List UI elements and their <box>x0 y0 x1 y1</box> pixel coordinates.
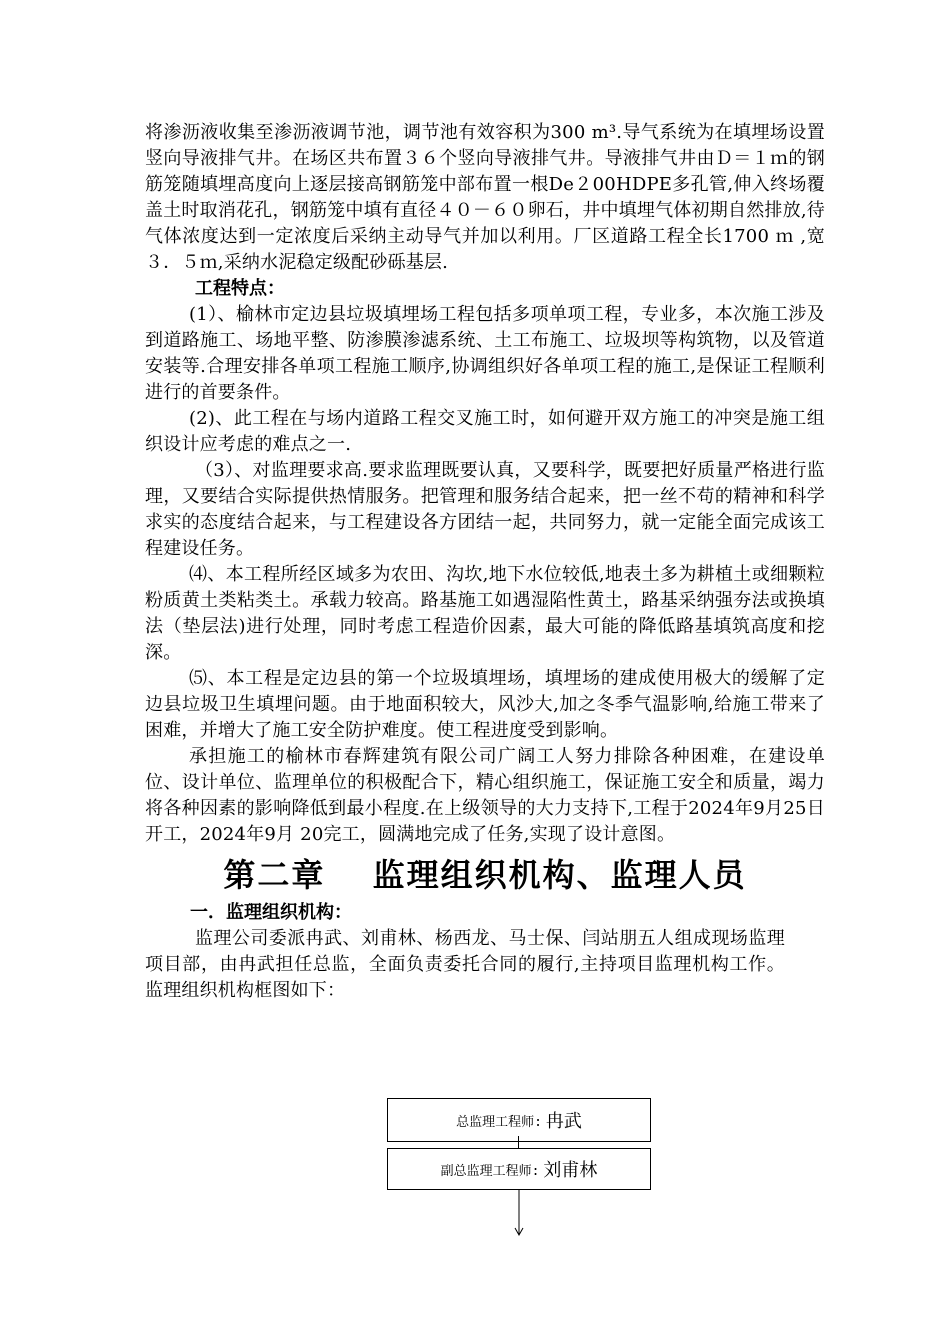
document-body <box>145 120 825 1004</box>
paragraph-leachate: 将渗沥液收集至渗沥液调节池，调节池有效容积为300 m³.导气系统为在填埋场设置竖向导液排气井。在场区共布置３６个竖向导液排气井。导液排气井由Ｄ＝１ｍ的钢筋笼随填埋高度向上逐层接高钢筋笼中部布置一根De２00HDPE多孔管,伸入终场覆盖土时取消花孔，钢筋笼中填有直径４０－６０卵石，井中填埋气体初期自然排放,待气体浓度达到一定浓度后采纳主动导气并加以利用。厂区道路工程全长1700 ｍ ,宽３．５ｍ,采纳水泥稳定级配砂砾基层. <box>145 122 825 273</box>
down-arrow-icon <box>511 1190 527 1238</box>
chief-supervisor-box <box>387 1098 651 1142</box>
feature-5: ⑸、本工程是定边县的第一个垃圾填埋场，填埋场的建成使用极大的缓解了定边县垃圾卫生填埋问题。由于地面积较大，风沙大,加之冬季气温影响,给施工带来了困难，并增大了施工安全防护难度。使工程进度受到影响。 <box>145 668 825 741</box>
feature-2: (2)、此工程在与场内道路工程交叉施工时，如何避开双方施工的冲突是施工组织设计应考虑的难点之一. <box>145 408 825 455</box>
feature-4: ⑷、本工程所经区域多为农田、沟坎,地下水位较低,地表土多为耕植土或细颗粒粉质黄土类粘类土。承载力较高。路基施工如遇湿陷性黄土，路基采纳强夯法或换填法（垫层法)进行处理，同时考虑工程造价因素，最大可能的降低路基填筑高度和挖深。 <box>145 564 825 663</box>
deputy-name: 刘甫林 <box>543 1160 598 1181</box>
features-heading: 工程特点： <box>195 278 285 299</box>
contractor-paragraph: 承担施工的榆林市春辉建筑有限公司广阔工人努力排除各种困难，在建设单位、设计单位、监理单位的积极配合下，精心组织施工，保证施工安全和质量，竭力将各种因素的影响降低到最小程度.在上级领导的大力支持下,工程于2024年9月25日开工，2024年9月 20完工，圆满地完成了任务,实现了设计意图。 <box>145 746 825 845</box>
deputy-supervisor-box <box>387 1148 651 1190</box>
feature-3: （3）、对监理要求高.要求监理既要认真，又要科学，既要把好质量严格进行监理，又要结合实际提供热情服务。把管理和服务结合起来，把一丝不苟的精神和科学求实的态度结合起来，与工程建设各方团结一起，共同努力，就一定能全面完成该工程建设任务。 <box>145 460 825 559</box>
chief-role-label: 总监理工程师: <box>456 1114 542 1130</box>
feature-1: (1）、榆林市定边县垃圾填埋场工程包括多项单项工程，专业多，本次施工涉及到道路施工、场地平整、防渗膜渗滤系统、土工布施工、垃圾坝等构筑物，以及管道安装等.合理安排各单项工程施工顺序,协调组织好各单项工程的施工,是保证工程顺利进行的首要条件。 <box>145 304 825 403</box>
chapter-title: 第二章 监理组织机构、监理人员 <box>223 856 747 894</box>
org-chart <box>385 1098 655 1238</box>
org-subheading: 一．监理组织机构： <box>190 902 352 923</box>
deputy-role-label: 副总监理工程师: <box>440 1163 540 1179</box>
org-description: 监理公司委派冉武、刘甫林、杨西龙、马士保、闫站朋五人组成现场监理项目部，由冉武担任总监，全面负责委托合同的履行,主持项目监理机构工作。监理组织机构框图如下： <box>145 928 785 1001</box>
connector-line-1 <box>518 1136 519 1148</box>
chief-name: 冉武 <box>545 1111 582 1132</box>
